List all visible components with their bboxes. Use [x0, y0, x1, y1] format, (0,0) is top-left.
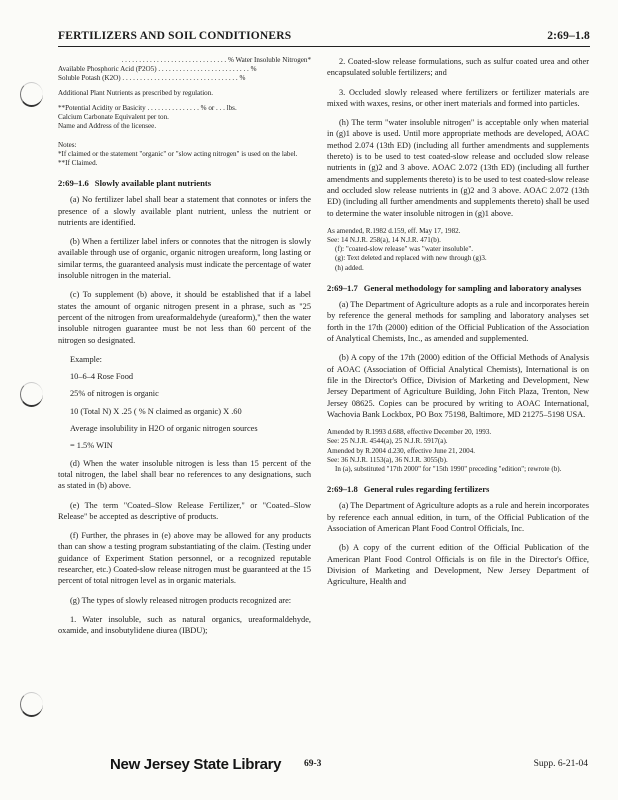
- left-column: [58, 56, 311, 645]
- paragraph-1-7-a: (a) The Department of Agriculture adopts as a rule and incorporates herein by reference the general methods for sampling and laboratory analyses set forth in the 17th (2000) edition of the Official Publication of the Association of Analytical Chemists, Inc., as amended and supplemented.: [327, 300, 589, 344]
- history-line: (f): "coated-slow release" was "water insoluble".: [335, 245, 474, 254]
- history-line: See: 25 N.J.R. 4544(a), 25 N.J.R. 5917(a).: [327, 437, 448, 446]
- section-heading-1-8: [327, 484, 589, 495]
- paragraph-1-8-a: (a) The Department of Agriculture adopts as a rule and herein incorporates by reference each annual edition, in turn, of the Official Publication of the Association of American Plant Food Control Officials, Inc.: [327, 501, 589, 534]
- note-2: **If Claimed.: [58, 159, 98, 167]
- label-acidity-block: [58, 104, 311, 131]
- label-line-name-address: Name and Address of the licensee.: [58, 122, 157, 130]
- paragraph-1-6-c: (c) To supplement (b) above, it should be established that if a label states the amount of organic nitrogen present in a phrase, such as "25 percent of the nitrogen from ureaformaldehyde (ureaform)," then the water insoluble nitrogen guarantee must be not less than 60 percent of the nitrogen so designated.: [58, 290, 311, 345]
- section-number-1-6: 2:69–1.6: [58, 178, 89, 188]
- history-line: Amended by R.1993 d.688, effective December 20, 1993.: [327, 428, 492, 437]
- history-line: See: 14 N.J.R. 258(a), 14 N.J.R. 471(b).: [327, 236, 441, 245]
- history-note-1-6: [327, 227, 589, 273]
- note-1: *If claimed or the statement "organic" or "slow acting nitrogen" is used on the label.: [58, 150, 298, 158]
- label-line-additional: Additional Plant Nutrients as prescribed by regulation.: [58, 89, 214, 97]
- running-header: [58, 30, 590, 47]
- section-heading-1-6: [58, 178, 311, 189]
- paragraph-1-7-b: (b) A copy of the 17th (2000) edition of the Official Methods of Analysis of AOAC (Association of Official Analytical Chemists), International is on file in the Director's Office, Division of Marketing and Development, New Jersey Department of Agriculture Building, John Fitch Plaza, Trenton, New Jersey 08625. Copies can be procured by writing to AOAC International, Wachovia Bank Lockbox, PO Box 75198, Baltimore, MD 21275–5198 USA.: [327, 353, 589, 419]
- history-line: As amended, R.1982 d.159, eff. May 17, 1982.: [327, 226, 461, 235]
- paragraph-1-6-g1: 1. Water insoluble, such as natural organics, ureaformaldehyde, oxamide, and insobutylidene diurea (IBDU);: [58, 614, 311, 636]
- section-title-1-8: General rules regarding fertilizers: [363, 484, 490, 495]
- paragraph-1-6-g2: 2. Coated-slow release formulations, such as sulfur coated urea and other encapsulated soluble fertilizers; and: [327, 57, 589, 78]
- notes-heading: Notes:: [58, 141, 77, 149]
- example-line: 10 (Total N) X .25 ( % N claimed as organic) X .60: [70, 406, 242, 416]
- example-line: 25% of nitrogen is organic: [70, 389, 159, 399]
- section-title-1-6: Slowly available plant nutrients: [94, 178, 212, 188]
- paragraph-1-8-b: (b) A copy of the current edition of the Official Publication of the American Plant Food Control Officials is on file in the Director's Office, Division of Marketing and Development, New Jersey Department of Agriculture, Health and: [327, 543, 589, 587]
- example-line: = 1.5% WIN: [70, 441, 113, 451]
- example-block: [58, 354, 311, 452]
- label-line-potash: Soluble Potash (K2O) . . . . . . . . . . . . . . . . . . . . . . . . . . . . . . . . . %: [58, 74, 246, 82]
- history-line: (h) added.: [335, 263, 364, 272]
- paragraph-1-6-f: (f) Further, the phrases in (e) above may be allowed for any products than can show a testing program substantiating of the claim. (Testing under guidance of Experiment Station personnel, or a recognized reputable researcher, etc.) Coated-slow release nitrogen must be guaranteed at the 15 percent of total nitrogen level as in organic materials.: [58, 531, 311, 586]
- label-requirements: [58, 56, 311, 98]
- section-number-1-7: 2:69–1.7: [327, 282, 358, 293]
- history-note-1-7: [327, 428, 589, 474]
- example-line: 10–6–4 Rose Food: [70, 372, 134, 382]
- page-footer: [0, 756, 618, 776]
- history-line: See: 36 N.J.R. 1153(a), 36 N.J.R. 3055(b).: [327, 455, 448, 464]
- chapter-title: FERTILIZERS AND SOIL CONDITIONERS: [58, 30, 292, 42]
- label-line-phosphoric: Available Phosphoric Acid (P2O5) . . . . . . . . . . . . . . . . . . . . . . . . . . %: [58, 65, 257, 73]
- binder-hole-icon: [20, 82, 43, 107]
- paragraph-1-6-g: (g) The types of slowly released nitrogen products recognized are:: [70, 595, 292, 605]
- example-line: Average insolubility in H2O of organic nitrogen sources: [70, 424, 258, 434]
- label-line-acidity: **Potential Acidity or Basicity . . . . . . . . . . . . . . . % or . . . lbs.: [58, 104, 237, 112]
- history-line: In (a), substituted "17th 2000" for "15th 1990" preceding "edition"; rewrote (b).: [335, 464, 562, 473]
- supplement-date: Supp. 6-21-04: [533, 759, 588, 769]
- history-line: (g): Text deleted and replaced with new through (g)3.: [335, 254, 487, 263]
- section-heading-1-7: [327, 283, 589, 294]
- section-number: 2:69–1.8: [547, 30, 590, 42]
- paragraph-1-6-h: (h) The term "water insoluble nitrogen" is acceptable only when material in (g)1 above is used. Until more appropriate methods are developed, AOAC method 2.074 (13th ED) (including all further amendments and supplements thereto) is to be used to test coated-slow release and occluded slow release nutrients in (g)2 and 3 above. AOAC 2.072 (13th ED) (including all further amendments and supplements thereto) is to be used to test coated-slow release and occluded slow release nutrients in (g)2 and 3 above. AOAC 2.072 (13th ED) (including all further amendments and supplements thereto) shall be used to determine the water insoluble nitrogen in (g)1 above.: [327, 118, 589, 218]
- history-line: Amended by R.2004 d.230, effective June 21, 2004.: [327, 446, 476, 455]
- paragraph-1-6-e: (e) The term "Coated–Slow Release Fertilizer," or "Coated–Slow Release" be accepted as descriptive of products.: [58, 500, 311, 521]
- example-label: Example:: [70, 354, 102, 364]
- binder-hole-icon: [20, 692, 43, 717]
- notes: [58, 141, 311, 168]
- paragraph-1-6-d: (d) When the water insoluble nitrogen is less than 15 percent of the total nitrogen, the label shall bear no references to any designations, such as stated in (b) above.: [58, 458, 311, 491]
- section-title-1-7: General methodology for sampling and laboratory analyses: [363, 282, 582, 293]
- section-number-1-8: 2:69–1.8: [327, 484, 358, 495]
- right-column: [327, 56, 589, 596]
- label-line-win: . . . . . . . . . . . . . . . . . . . . . . . . . . . . . . % Water Insoluble Nitrogen*: [121, 56, 311, 64]
- paragraph-1-6-g3: 3. Occluded slowly released where fertilizers or fertilizer materials are mixed with waxes, resins, or other inert materials and formed into particles.: [327, 87, 589, 108]
- binder-hole-icon: [20, 382, 43, 407]
- paragraph-1-6-a: (a) No fertilizer label shall bear a statement that connotes or infers the presence of a slowly available plant nutrient, unless the nutrient or nutrients are identified.: [58, 195, 311, 227]
- library-stamp: New Jersey State Library: [110, 756, 282, 773]
- page-number: 69-3: [304, 759, 322, 769]
- label-line-calcium: Calcium Carbonate Equivalent per ton.: [58, 113, 169, 121]
- paragraph-1-6-b: (b) When a fertilizer label infers or connotes that the nitrogen is slowly available through use of organic, organic nitrogen ureaform, long lasting or similar terms, the guaranteed analysis must indicate the percentage of water insoluble nitrogen in the material.: [58, 237, 311, 281]
